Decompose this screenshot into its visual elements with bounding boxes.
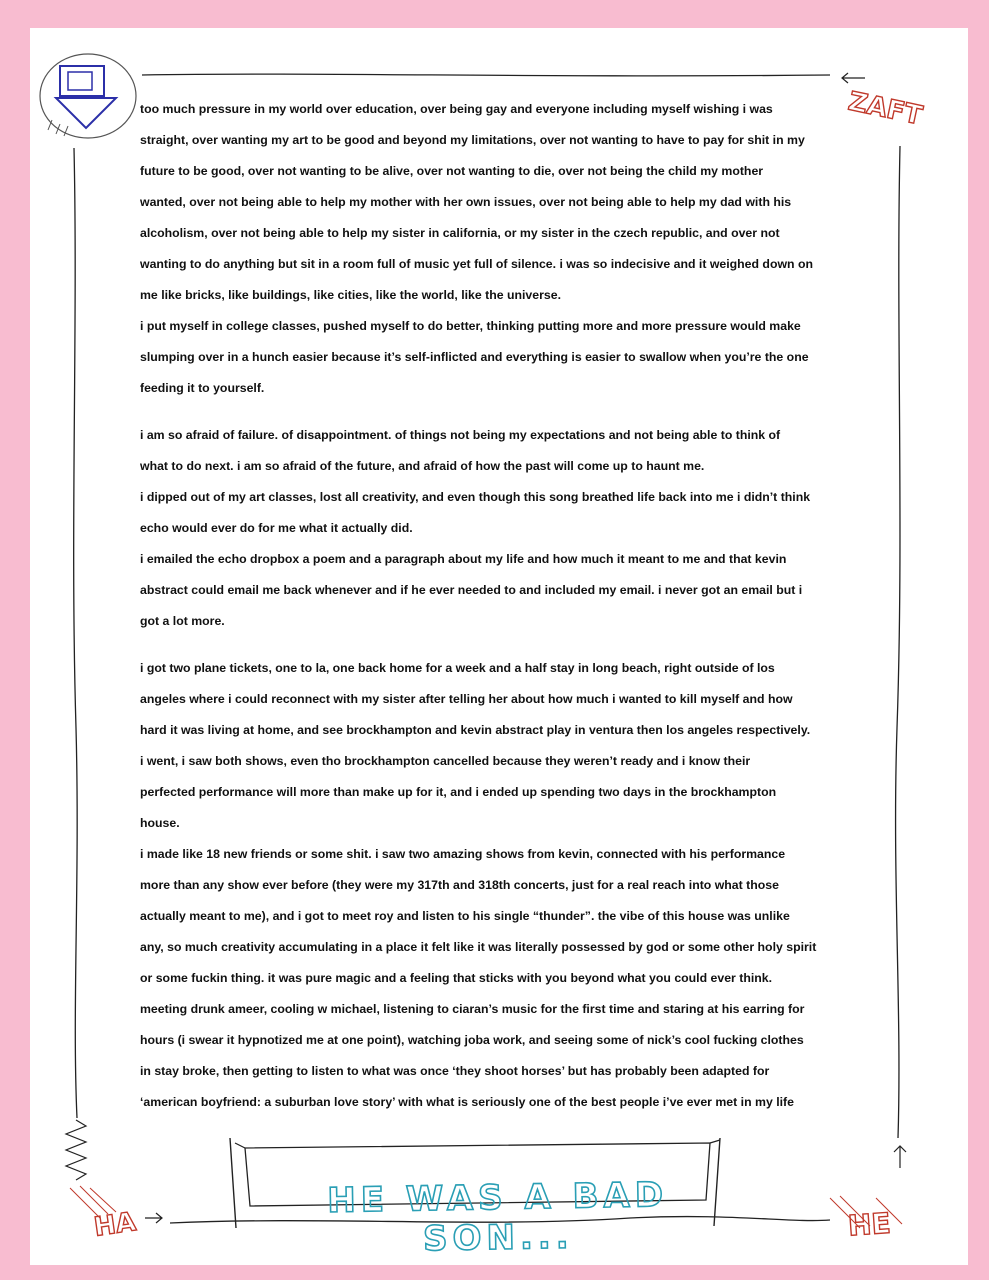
text-line: what to do next. i am so afraid of the future, and afraid of how the past will come up to haunt me. bbox=[140, 459, 705, 473]
text-line: perfected performance will more than make up for it, and i ended up spending two days in the brockhampton bbox=[140, 785, 777, 799]
text-line: more than any show ever before (they were my 317th and 318th concerts, just for a real reach into what those bbox=[140, 878, 779, 892]
text-line: abstract could email me back whenever and if he ever needed to and included my email. i never got an email but i bbox=[140, 583, 803, 597]
text-line: feeding it to yourself. bbox=[140, 381, 265, 395]
text-line: i made like 18 new friends or some shit. i saw two amazing shows from kevin, connected with his performance bbox=[140, 847, 786, 861]
text-line: future to be good, over not wanting to be alive, over not wanting to die, over not being the child my mother bbox=[140, 164, 764, 178]
text-line: alcoholism, over not being able to help my sister in california, or my sister in the czech republic, and over not bbox=[140, 226, 780, 240]
text-line: i put myself in college classes, pushed myself to do better, thinking putting more and more pressure would make bbox=[140, 319, 801, 333]
bottom-right-doodle-word: HE bbox=[846, 1206, 892, 1243]
top-right-doodle-word: ZAFT bbox=[845, 86, 925, 132]
banner-title: HE WAS A BAD SON... bbox=[326, 1175, 669, 1260]
text-line: angeles where i could reconnect with my sister after telling her about how much i wanted to kill myself and how bbox=[140, 692, 793, 706]
text-line: got a lot more. bbox=[140, 614, 225, 628]
body-text bbox=[140, 94, 845, 1118]
text-line: i dipped out of my art classes, lost all creativity, and even though this song breathed life back into me i didn’t think bbox=[140, 490, 811, 504]
text-line: actually meant to me), and i got to meet roy and listen to his single “thunder”. the vibe of this house was unlike bbox=[140, 909, 790, 923]
text-line: i emailed the echo dropbox a poem and a paragraph about my life and how much it meant to me and that kevin bbox=[140, 552, 787, 566]
text-line: hours (i swear it hypnotized me at one point), watching joba work, and seeing some of nick’s cool fucking clothes bbox=[140, 1033, 804, 1047]
text-line: i am so afraid of failure. of disappointment. of things not being my expectations and not being able to think of bbox=[140, 428, 781, 442]
text-line: wanted, over not being able to help my mother with her own issues, over not being able to help my dad with his bbox=[140, 195, 792, 209]
text-line: straight, over wanting my art to be good and beyond my limitations, over not wanting to have to pay for shit in my bbox=[140, 133, 805, 147]
text-line: slumping over in a hunch easier because it’s self-inflicted and everything is easier to swallow when you’re the one bbox=[140, 350, 809, 364]
text-line: house. bbox=[140, 816, 180, 830]
text-line: me like bricks, like buildings, like cities, like the world, like the universe. bbox=[140, 288, 561, 302]
text-line: ‘american boyfriend: a suburban love story’ with what is seriously one of the best people i’ve ever met in my life bbox=[140, 1095, 794, 1109]
text-line: i went, i saw both shows, even tho brockhampton cancelled because they weren’t ready and i know their bbox=[140, 754, 751, 768]
text-line: meeting drunk ameer, cooling w michael, listening to ciaran’s music for the first time and staring at his earring for bbox=[140, 1002, 805, 1016]
text-line: i got two plane tickets, one to la, one back home for a week and a half stay in long beach, right outside of los bbox=[140, 661, 775, 675]
bottom-left-doodle-word: HA bbox=[92, 1207, 138, 1243]
document-page bbox=[30, 28, 968, 1265]
text-line: echo would ever do for me what it actually did. bbox=[140, 521, 413, 535]
text-line: or some fuckin thing. it was pure magic and a feeling that sticks with you beyond what you could ever think. bbox=[140, 971, 773, 985]
text-line: wanting to do anything but sit in a room full of music yet full of silence. i was so indecisive and it weighed down on bbox=[140, 257, 813, 271]
text-line: in stay broke, then getting to listen to what was once ‘they shoot horses’ but has probably been adapted for bbox=[140, 1064, 770, 1078]
text-line: too much pressure in my world over education, over being gay and everyone including myself wishing i was bbox=[140, 102, 773, 116]
text-line: hard it was living at home, and see brockhampton and kevin abstract play in ventura then los angeles respectively. bbox=[140, 723, 811, 737]
text-line: any, so much creativity accumulating in a place it felt like it was literally possessed by god or some other holy spirit bbox=[140, 940, 817, 954]
